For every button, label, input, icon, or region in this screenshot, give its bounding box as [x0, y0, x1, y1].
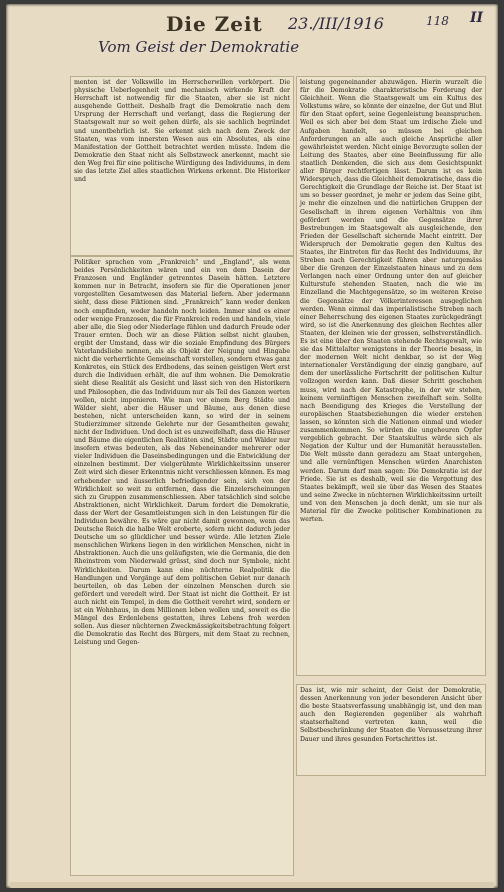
newspaper-masthead: Die Zeit	[166, 12, 263, 36]
clipping-sheet	[6, 4, 498, 888]
handwritten-date: 23./III/1916	[288, 14, 384, 33]
article-column-1-top	[70, 76, 294, 256]
torn-edge	[10, 882, 494, 888]
column-text: menten ist der Volkswille im Herrscherwillen verkörpert. Die physische Ueberlegenheit und mechanisch wirkende Kraft der Herrschaft ist notwendig für die Staaten, aber sie ist nicht ausgehende Gottheit. Deshalb fragt die Demokratie nach dem Ursprung der Herrschaft und verlangt, dass die Regierung der Staatsgewalt nur so weit gehen dürfe, als sie sachlich begründet und unentbehrlich ist. Sie erkennt sich nach dem Zweck der Staaten, was vom innersten Wesen aus ein Absolutes, als eine Manifestation der Gottheit betrachtet werden müsste. Indem die Demokratie den Staat nicht als Selbstzweck anerkennt, macht sie den Weg frei für eine politische Würdigung des Individuums, in dem sie das letzte Ziel alles staatlichen Wirkens erkennt. Die Historiker und	[74, 79, 292, 184]
handwritten-title: Vom Geist der Demokratie	[98, 38, 300, 56]
column-text: Das ist, wie mir scheint, der Geist der Demokratie, dessen Anerkennung von jeder besonderen Ansicht über die beste Staatsverfassung unabhängig ist, und den man auch den Regierenden gegenüber als wahrhaft staatserhaltend vertreten kann, weil die Selbstbeschränkung der Staaten die Voraussetzung ihrer Dauer und ihres gesunden Fortschrittes ist.	[300, 687, 484, 743]
handwritten-roman-numeral: II	[470, 10, 484, 26]
column-text: Politiker sprachen vom „Frankreich“ und „England“, als wenn beides Persönlichkeiten wären und ein von dem Dasein der Franzosen und Engländer getrenntes Dasein hätten. Letztere kommen nur in Betracht, insofern sie für die Operationen jener vorgestellten Gesamtwesen das Material liefern. Aber jedermann sieht, dass diese Fiktionen sind. „Frankreich“ kann weder denken noch empfinden, weder handeln noch leiden. Immer sind es einer oder wenige Franzosen, die für Frankreich reden und handeln, viele aber alle, die Sieg oder Niederlage fühlen und dadurch Freude oder Trauer ernten. Doch wir an diese Fiktion selbst nicht glauben, ergibt der Umstand, dass wir die soziale Empfindung des Bürgers Vaterlandsliebe nennen, als als Objekt der Neigung und Hingabe nicht die verherrlichte Gemeinschaft vorstellen, sondern etwas ganz Konkretes, ein Stück des Erdbodens, das seinen geistigen Wert erst durch die Individuen erhält, die auf ihm wohnen. Die Demokratie sieht diese Realität als Gesicht und lässt sich von den Historikern und Philosophen, die das Individuum nur als Teil des Ganzen werten wollen, nicht imponieren. Wie man vor einem Berg Städte und Wälder sieht, aber die Häuser und Bäume, aus denen diese bestehen, nicht unterscheiden kann, so wird der in seinem Studierzimmer sitzende Gelehrte nur der Gesamtheiten gewahr, nicht der Individuen. Und doch ist es unzweifelhaft, dass die Häuser und Bäume die eigentlichen Realitäten sind, Städte und Wälder nur insofern etwas bedeuten, als das Nebeneinander mehrerer oder vieler Individuen die Daseinsbedingungen und die Entwicklung der einzelnen bestimmt. Der vielgerühmte Wirklichkeitssinn unserer Zeit wird sich dieser Erkenntnis nicht verschliessen können. Es mag erhebender und äusserlich befriedigender sein, sich von der Wirklichkeit so weit zu entfernen, dass die Einzelerscheinungen sich zu Gruppen zusammenschliessen. Aber tatsächlich sind solche Abstraktionen, nicht Wirklichkeit. Darum fordert die Demokratie, dass der Wert der Gesamtleistungen sich in den Leistungen für die Individuen bewähre. Es wäre gar nicht damit gewonnen, wenn das Deutsche Reich die halbe Welt eroberte, sofern nicht dadurch jeder Deutsche um so glücklicher und besser würde. Alle letzten Ziele menschlichen Wirkens liegen in den wirklichen Menschen, nicht in Abstraktionen. Auch die uns geläufigsten, wie die Germania, die den Rheinstrom vom Niederwald grüsst, sind doch nur Symbole, nicht Wirklichkeiten. Darum kann eine nüchterne Realpolitik die Handlungen und Vorgänge auf dem politischen Gebiet nur danach beurteilen, ob das Leben der einzelnen Menschen durch sie gefördert und veredelt wird. Der Staat ist nicht die Gottheit. Er ist auch nicht ein Tempel, in dem die Gottheit verehrt wird, sondern er ist ein Wohnhaus, in dem Millionen leben wollen und, soweit es die Mängel des Erdenlebens gestatten, ihres Lebens froh werden sollen. Aus dieser nüchternen Zweckmässigkeitsbetrachtung folgert die Demokratie das Recht des Bürgers, mit dem Staat zu rechnen, Leistung und Gegen-	[74, 259, 292, 647]
handwritten-number: 118	[426, 14, 449, 28]
article-column-2-bottom	[296, 684, 486, 776]
article-column-2-top	[296, 76, 486, 676]
article-column-1-bottom	[70, 256, 294, 876]
column-text: leistung gegeneinander abzuwägen. Hierin wurzelt die für die Demokratie charakteristische Forderung der Gleichheit. Wenn die Staatsgewalt um ein Kultus des Volkstums wäre, so könnte der einzelne, der Gut und Blut für den Staat opfert, seine Gegenleistung beanspruchen. Weil es sich aber bei dem Staat um irdische Ziele und Aufgaben handelt, so müssen bei gleichen Anforderungen an alle auch gleiche Ansprüche aller gewährleistet werden. Nicht einige Bevorzugte sollen der Leitung des Staates, aber eine Beeinflussung für alle staatlich Denkenden, die sich aus dem Gesichtspunkt aller Bürger rechtfertigen lässt. Darum ist es kein Widerspruch, dass die Gleichheit demokratische, dass die Gerechtigkeit die Grundlage der Reiche ist. Der Staat ist um so besser geordnet, je mehr er jedem das Seine gibt, je mehr die einzelnen und die natürlichen Gruppen der Gesellschaft in ihrem eigenen Verhältnis von ihm gefördert werden und die Gegensätze ihrer Bestrebungen im Staatsgewalt als ausgleichende, den Frieden der Gesellschaft sichernde Macht eintritt. Der Widerspruch der Demokratie gegen den Kultus des Staates, ihr Eintreten für das Recht des Individuums, ihr Streben nach Gerechtigkeit führen aber naturgemäss über die Grenzen der Einzelstaaten hinaus und zu dem Verlangen nach einer Ordnung unter den auf gleicher Kulturstufe stehenden Staaten, nach die wie im Einzelland die Machtgegensätze, so im weiteren Kreise die Gegensätze der Völkerinteressen ausgeglichen werden. Wenn einmal das imperialistische Streben nach einer Beherrschung des eigenen Staates zurückgedrängt wird, so ist die Anerkennung des gleichen Rechtes aller Staaten, der kleinen wie der grossen, selbstverständlich. Es ist eine über den Staaten stehende Rechtsgewalt, wie sie das Mittelalter wenigstens in der Theorie besass, in der modernen Welt nicht denkbar, so ist der Weg internationaler Verständigung der einzig gangbare, auf dem der unerlässliche Fortschritt der politischen Kultur vollzogen werden kann. Daß dieser Schritt geschehen muss, wird nach der Katastrophe, in der wir stehen, keinem vernünftigen Menschen zweifelhaft sein. Sollte nach Beendigung des Krieges die Verstellung der europäischen Staatsbeziehungen die wieder erstehen lassen, so könnten sich die Nationen einmal und wieder zusammenkommen. So würden die ungeheuren Opfer vergeblich gebracht. Der Staatskultus würde sich als Negation der Kultur und der Humanität herausstellen. Die Welt müsste dann geradezu am Staat untergehen, und alle vernünftigen Menschen würden Anarchisten werden. Darum darf man sagen: Die Demokratie ist der Friede. Sie ist es deshalb, weil sie die Vergottung des Staates bekämpft, weil sie über das Wesen des Staates und seine Zwecke in nüchternen Wirklichkeitssinn urteilt und von den Menschen ja doch denkt, um sie nur als Material für die Zwecke politischer Kombinationen zu werten.	[300, 79, 484, 524]
